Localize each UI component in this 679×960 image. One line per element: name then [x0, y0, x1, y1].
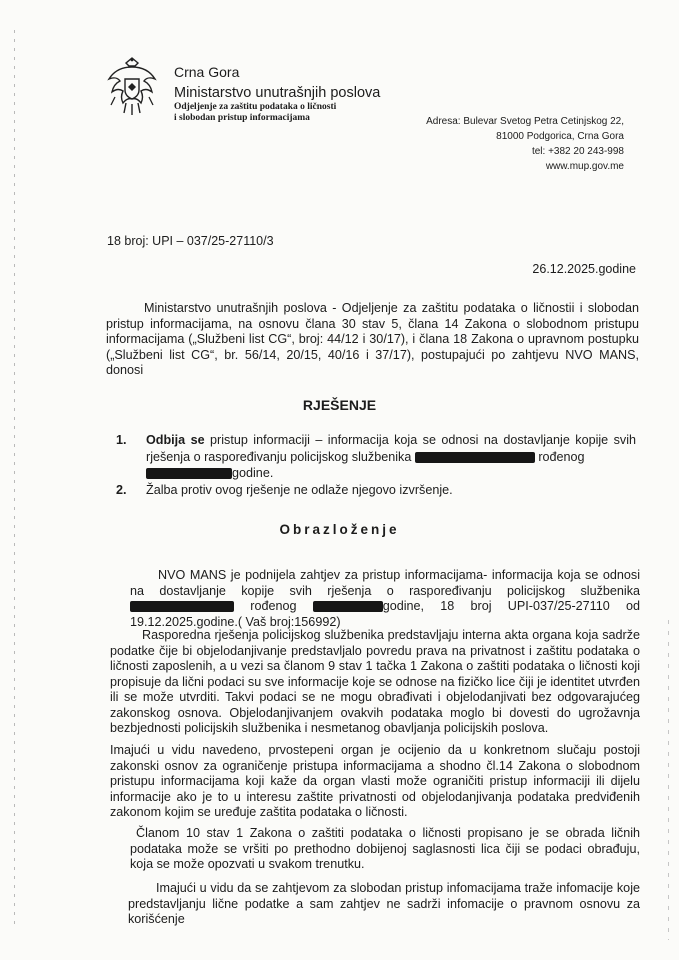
paragraph-text: Članom 10 stav 1 Zakona o zaštiti podataka o ličnosti propisano je se obrada ličnih podataka može se vršiti po prethodno dobijenoj saglasnosti lica čiji se podaci obrađuju, koja se može opozvati u svakom trenutku. — [130, 826, 640, 871]
item-bold-text: Odbija se — [146, 433, 205, 447]
address-phone: tel: +382 20 243-998 — [531, 146, 624, 157]
paragraph-text: godine, 18 broj UPI-037/25-27110 od 19.12.2025.godine.( Vaš broj:156992) — [130, 599, 641, 629]
intro-paragraph — [106, 301, 639, 379]
country-name: Crna Gora — [174, 64, 240, 80]
explanation-paragraph-5 — [128, 881, 640, 928]
explanation-paragraph-1 — [130, 568, 640, 630]
paragraph-text: Imajući u vidu navedeno, prvostepeni organ je ocijenio da u konkretnom slučaju postoji zakonski osnov za ograničenje pristupa informacijama a shodno čl.14 Zakona o slobodnom pristupu informacijama koji kaže da organ vlasti može ograničiti pristup informaciji ili dijelu informacije ako je to u interesu zaštite privatnosti od objelodanjivanja podataka predviđenih zakonom kojim se uređuje zaštita podataka o ličnosti. — [110, 743, 640, 819]
paragraph-text: NVO MANS je podnijela zahtjev za pristup informacijama- informacija koja se odnosi na dostavljanje kopije svih rješenja o raspoređivanju policijskog službenika — [130, 568, 640, 598]
department-line-1: Odjeljenje za zaštitu podataka o ličnosti — [174, 102, 337, 112]
address-line-2: 81000 Podgorica, Crna Gora — [496, 131, 624, 142]
item-text: pristup informaciji – informacija koja se odnosi na dostavljanje kopije svih rješenja o raspoređivanju policijskog službenika — [146, 433, 636, 464]
address-line-1: Adresa: Bulevar Svetog Petra Cetinjskog 22, — [426, 116, 624, 127]
department-line-2: i slobodan pristup informacijama — [174, 113, 310, 123]
document-date: 26.12.2025.godine — [532, 262, 636, 276]
decision-heading: RJEŠENJE — [302, 397, 377, 413]
scan-edge-right — [668, 620, 669, 940]
redaction-bar — [313, 601, 383, 612]
explanation-paragraph-3 — [110, 743, 640, 821]
item-born: rođenog — [534, 449, 585, 464]
explanation-paragraph-2 — [110, 628, 640, 737]
decision-item-1 — [116, 432, 636, 482]
coat-of-arms-icon — [106, 57, 158, 117]
item-year: godine. — [232, 466, 274, 480]
item-number: 1. — [116, 433, 127, 447]
intro-text: Ministarstvo unutrašnjih poslova - Odjeljenje za zaštitu podataka o ličnostii i slobodan pristup informacijama, na osnovu člana 30 stav 5, člana 14 Zakona o slobodnom pristupu informacijama („Službeni list CG“, broj: 44/12 i 30/17), i člana 18 Zakona o upravnom postupku („Službeni list CG“, br. 56/14, 20/15, 40/16 i 37/17), postupajući po zahtjevu NVO MANS, donosi — [106, 301, 639, 377]
item-number: 2. — [116, 482, 127, 497]
scan-edge-left — [14, 30, 15, 930]
reference-number: 18 broj: UPI – 037/25-27110/3 — [107, 234, 274, 248]
paragraph-text: Rasporedna rješenja policijskog službenika predstavljaju interna akta organa koja sadrže podatke čije bi objelodanjivanje predstavljalo povredu prava na privatnost i zaštitu podataka o ličnosti zaposlenih, a u vezi sa članom 9 stav 1 tačka 1 Zakona o zaštiti podataka o ličnosti koji propisuje da lični podaci su sve informacije koje se odnose na fizičko lice čiji je identitet utvrđen ili se može utvrditi. Takvi podaci se ne mogu obrađivati i objelodanjivati bez odgovarajućeg zakonskog osnova. Objelodanjivanjem ovakvih podataka moglo bi dovesti do ugrožavnja bezbjednosti policijskih službenika i nesmetanog obavljanja policijskih poslova. — [110, 628, 640, 735]
ministry-name: Ministarstvo unutrašnjih poslova — [174, 85, 381, 101]
address-block — [426, 114, 624, 174]
decision-list — [116, 432, 636, 498]
paragraph-text: Imajući u vidu da se zahtjevom za slobodan pristup infomacijama traže infomacije koje predstavljanju lične podatke a sam zahtjev ne sadrži infomacije o pravnom osnovu za korišćenje — [128, 881, 640, 926]
paragraph-text: rođenog — [250, 599, 297, 613]
redaction-bar — [415, 452, 535, 463]
ministry-header — [174, 64, 380, 124]
decision-item-2 — [116, 482, 636, 499]
explanation-heading: Obrazloženje — [279, 522, 400, 537]
explanation-paragraph-4 — [130, 826, 640, 873]
item-text: Žalba protiv ovog rješenje ne odlaže njegovo izvršenje. — [146, 482, 453, 497]
redaction-bar — [130, 601, 234, 612]
address-website: www.mup.gov.me — [545, 161, 624, 172]
redaction-bar — [146, 468, 232, 479]
